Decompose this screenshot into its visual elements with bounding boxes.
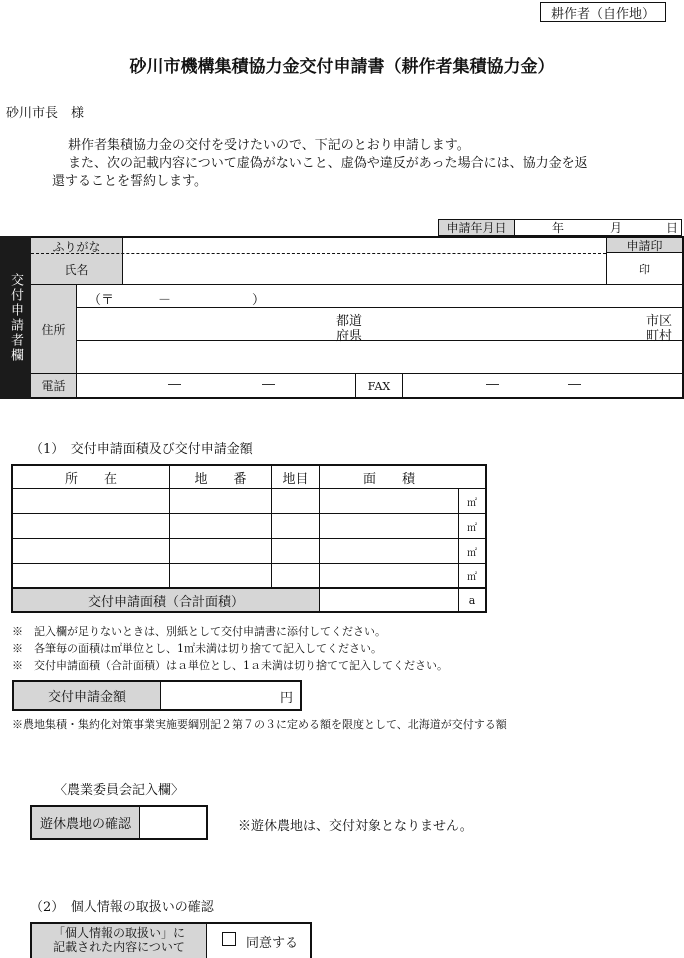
address-label: 住所 (31, 285, 76, 373)
fax-label: FAX (367, 379, 391, 393)
fax-dash-2: ― (568, 377, 581, 392)
agree-checkbox[interactable] (222, 932, 236, 946)
privacy-label-line-2: 記載された内容について (53, 940, 185, 954)
row1-lot-input[interactable] (172, 490, 269, 512)
prefecture-suffix-1: 都道 (336, 314, 363, 329)
applicant-section-label-box (0, 236, 31, 399)
date-year-label: 年 (551, 221, 564, 235)
phone-dash-1: ― (168, 377, 181, 392)
phone-label: 電話 (31, 374, 76, 397)
name-label: 氏名 (31, 254, 122, 284)
date-day-label: 日 (665, 221, 678, 235)
row2-unit: ㎡ (467, 522, 477, 534)
seal-label: 申請印 (607, 238, 682, 253)
section1-heading: （1） 交付申請面積及び交付申請金額 (30, 442, 253, 457)
amount-note: ※農地集積・集約化対策事業実施要綱別記２第７の３に定める額を限度として、北海道が交付する額 (12, 718, 507, 731)
row3-area-input[interactable] (322, 540, 456, 562)
col-location: 所 在 (64, 471, 117, 487)
addressee: 砂川市長 様 (6, 106, 85, 121)
col-area: 面 積 (362, 471, 415, 487)
address-detail-input[interactable] (80, 342, 680, 372)
postal-dash: － (158, 293, 172, 308)
row1-area-input[interactable] (322, 490, 456, 512)
phone-dash-2: ― (262, 377, 275, 392)
furigana-label: ふりがな (31, 238, 122, 254)
date-month-label: 月 (609, 221, 622, 235)
row2-category-input[interactable] (274, 515, 317, 537)
note-3: ※ 交付申請面積（合計面積）はａ単位とし、1ａ未満は切り捨てて記入してください。 (12, 659, 448, 672)
note-1: ※ 記入欄が足りないときは、別紙として交付申請書に添付してください。 (12, 625, 386, 638)
row2-lot-input[interactable] (172, 515, 269, 537)
row4-unit: ㎡ (467, 572, 477, 583)
fax-dash-1: ― (486, 377, 499, 392)
furigana-input[interactable] (124, 238, 604, 253)
phone-input[interactable] (80, 375, 350, 396)
total-area-input[interactable] (322, 590, 456, 610)
idle-farmland-note: ※遊休農地は、交付対象となりません。 (238, 819, 473, 834)
row4-area-input[interactable] (322, 565, 456, 586)
date-label: 申請年月日 (439, 220, 515, 235)
row2-location-input[interactable] (14, 515, 167, 537)
intro-line-1: 耕作者集積協力金の交付を受けたいので、下記のとおり申請します。 (68, 138, 470, 153)
row4-lot-input[interactable] (172, 565, 269, 586)
row1-category-input[interactable] (274, 490, 317, 512)
col-lot-number: 地 番 (194, 471, 247, 487)
total-area-unit: a (468, 593, 476, 607)
prefecture-suffix-2: 府県 (336, 329, 363, 344)
page-title: 砂川市機構集積協力金交付申請書（耕作者集積協力金） (129, 57, 555, 77)
amount-unit: 円 (280, 691, 294, 706)
postal-suffix: ） (252, 293, 266, 308)
idle-farmland-input[interactable] (142, 808, 205, 837)
row4-category-input[interactable] (274, 565, 317, 586)
prefecture-input[interactable] (80, 309, 330, 339)
row1-unit: ㎡ (467, 497, 477, 509)
amount-input[interactable] (165, 684, 275, 707)
fax-input[interactable] (405, 375, 680, 396)
row4-location-input[interactable] (14, 565, 167, 586)
privacy-label-line-1: 「個人情報の取扱い」に (52, 926, 185, 940)
row3-lot-input[interactable] (172, 540, 269, 562)
total-area-label: 交付申請面積（合計面積） (13, 589, 319, 611)
col-land-category: 地目 (282, 471, 309, 487)
row1-location-input[interactable] (14, 490, 167, 512)
seal-mark[interactable]: 印 (639, 263, 650, 276)
section2-heading: （2） 個人情報の取扱いの確認 (30, 900, 214, 915)
amount-label: 交付申請金額 (14, 682, 161, 709)
form-type-tag: 耕作者（自作地） (540, 2, 666, 22)
intro-line-3: 還することを誓約します。 (52, 174, 207, 189)
agree-label: 同意する (246, 936, 299, 951)
privacy-label (32, 924, 207, 958)
committee-heading: 〈農業委員会記入欄〉 (54, 783, 185, 798)
postal-prefix: （〒 (88, 293, 115, 308)
note-2: ※ 各筆毎の面積は㎡単位とし、1㎡未満は切り捨てて記入してください。 (12, 642, 382, 655)
city-suffix-2: 町村 (646, 329, 673, 344)
idle-farmland-label: 遊休農地の確認 (32, 807, 140, 838)
applicant-section-label: 交付申請者欄 (8, 272, 23, 363)
city-suffix-1: 市区 (646, 314, 673, 329)
row3-location-input[interactable] (14, 540, 167, 562)
row2-area-input[interactable] (322, 515, 456, 537)
name-input[interactable] (124, 255, 604, 283)
row3-unit: ㎡ (467, 547, 477, 559)
intro-line-2: また、次の記載内容について虚偽がないこと、虚偽や違反があった場合には、協力金を返 (68, 156, 588, 171)
date-input[interactable] (516, 220, 676, 235)
row3-category-input[interactable] (274, 540, 317, 562)
postal-code-input[interactable] (110, 288, 250, 304)
city-input[interactable] (370, 309, 640, 339)
